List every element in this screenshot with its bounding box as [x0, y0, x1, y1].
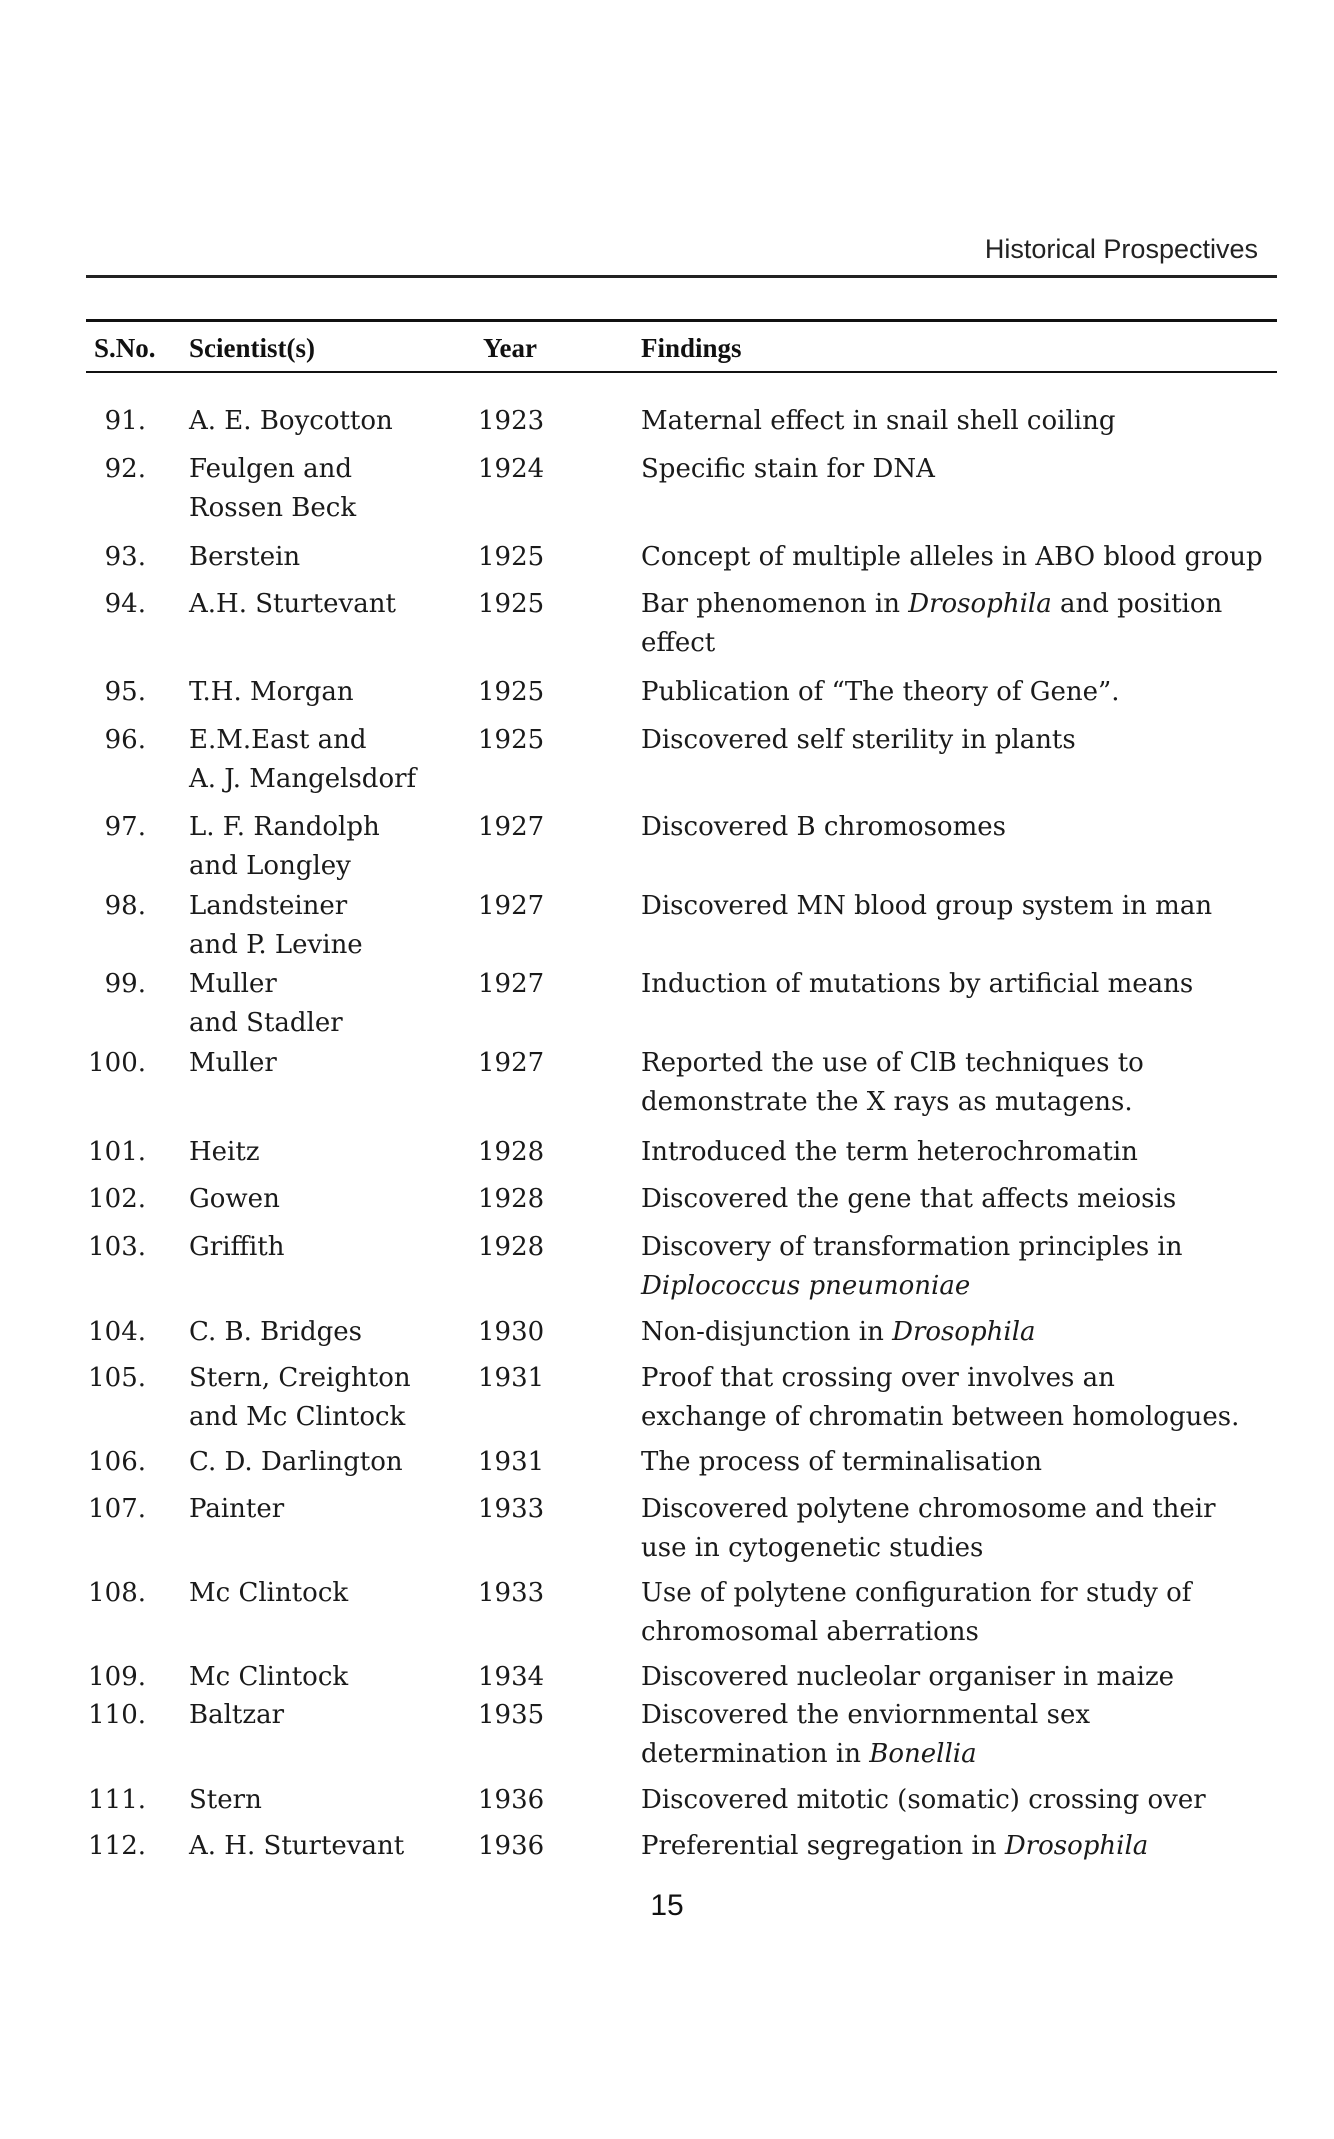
row-scientist: A.H. Sturtevant [189, 589, 396, 619]
row-scientist: Griffith [189, 1232, 285, 1262]
row-year: 1927 [478, 812, 545, 842]
row-serial-number: 95. [104, 677, 146, 707]
row-findings: Bar phenomenon in Drosophila and position effect [641, 589, 1223, 658]
row-year: 1935 [478, 1700, 545, 1730]
row-scientist: T.H. Morgan [189, 677, 354, 707]
row-scientist: E.M.East and A. J. Mangelsdorf [189, 725, 417, 794]
row-serial-number: 93. [104, 542, 146, 572]
row-scientist: Baltzar [189, 1700, 284, 1730]
row-serial-number: 91. [104, 406, 146, 436]
row-scientist: Mc Clintock [189, 1578, 349, 1608]
row-scientist: Stern, Creighton and Mc Clintock [189, 1363, 411, 1432]
row-serial-number: 108. [88, 1578, 146, 1608]
column-header-sno: S.No. [94, 333, 156, 363]
row-scientist: Muller [189, 1048, 277, 1078]
row-scientist: Muller and Stadler [189, 969, 343, 1038]
row-findings: Discovered self sterility in plants [641, 725, 1076, 755]
row-scientist: Painter [189, 1494, 285, 1524]
row-year: 1934 [478, 1662, 545, 1692]
row-serial-number: 107. [88, 1494, 146, 1524]
row-year: 1931 [478, 1447, 545, 1477]
row-year: 1927 [478, 969, 545, 999]
row-serial-number: 92. [104, 454, 146, 484]
row-findings: Discovered the gene that affects meiosis [641, 1184, 1177, 1214]
row-scientist: Mc Clintock [189, 1662, 349, 1692]
row-findings: Discovered B chromosomes [641, 812, 1006, 842]
row-serial-number: 96. [104, 725, 146, 755]
row-year: 1928 [478, 1184, 545, 1214]
row-findings: Discovered the enviornmental sex determination in Bonellia [641, 1700, 1091, 1769]
row-serial-number: 103. [88, 1232, 146, 1262]
row-serial-number: 94. [104, 589, 146, 619]
row-serial-number: 104. [88, 1317, 146, 1347]
row-serial-number: 102. [88, 1184, 146, 1214]
row-findings: Discovered mitotic (somatic) crossing over [641, 1785, 1206, 1815]
row-year: 1936 [478, 1785, 545, 1815]
row-serial-number: 97. [104, 812, 146, 842]
row-scientist: Stern [189, 1785, 262, 1815]
row-serial-number: 101. [88, 1137, 146, 1167]
column-header-findings: Findings [641, 333, 742, 363]
row-scientist: Landsteiner and P. Levine [189, 891, 363, 960]
row-year: 1928 [478, 1137, 545, 1167]
row-year: 1930 [478, 1317, 545, 1347]
row-findings: The process of terminalisation [641, 1447, 1043, 1477]
row-year: 1927 [478, 891, 545, 921]
row-serial-number: 110. [88, 1700, 146, 1730]
row-serial-number: 111. [88, 1785, 146, 1815]
row-year: 1928 [478, 1232, 545, 1262]
row-scientist: L. F. Randolph and Longley [189, 812, 380, 881]
page-number: 15 [650, 1889, 684, 1922]
row-year: 1925 [478, 725, 545, 755]
row-findings: Maternal effect in snail shell coiling [641, 406, 1116, 436]
row-year: 1936 [478, 1831, 545, 1861]
row-serial-number: 109. [88, 1662, 146, 1692]
row-findings: Specific stain for DNA [641, 454, 935, 484]
row-year: 1933 [478, 1578, 545, 1608]
row-serial-number: 99. [104, 969, 146, 999]
row-serial-number: 112. [88, 1831, 146, 1861]
column-header-year: Year [483, 333, 537, 363]
row-findings: Introduced the term heterochromatin [641, 1137, 1138, 1167]
row-findings: Use of polytene configuration for study of chromosomal aberrations [641, 1578, 1192, 1647]
column-header-scientist: Scientist(s) [189, 333, 315, 363]
row-scientist: C. B. Bridges [189, 1317, 362, 1347]
row-findings: Non-disjunction in Drosophila [641, 1317, 1036, 1347]
running-head: Historical Prospectives [984, 234, 1258, 264]
row-findings: Reported the use of ClB techniques to demonstrate the X rays as mutagens. [641, 1048, 1144, 1117]
row-serial-number: 100. [88, 1048, 146, 1078]
row-year: 1923 [478, 406, 545, 436]
row-year: 1924 [478, 454, 545, 484]
row-serial-number: 98. [104, 891, 146, 921]
row-year: 1927 [478, 1048, 545, 1078]
row-serial-number: 105. [88, 1363, 146, 1393]
row-findings: Discovered polytene chromosome and their use in cytogenetic studies [641, 1494, 1216, 1563]
row-scientist: Heitz [189, 1137, 260, 1167]
row-scientist: Feulgen and Rossen Beck [189, 454, 357, 523]
row-findings: Preferential segregation in Drosophila [641, 1831, 1149, 1861]
row-findings: Concept of multiple alleles in ABO blood group [641, 542, 1263, 572]
row-findings: Discovered nucleolar organiser in maize [641, 1662, 1175, 1692]
row-findings: Publication of “The theory of Gene”. [641, 677, 1120, 707]
row-scientist: A. H. Sturtevant [189, 1831, 405, 1861]
row-scientist: Gowen [189, 1184, 280, 1214]
row-year: 1925 [478, 542, 545, 572]
row-year: 1931 [478, 1363, 545, 1393]
row-findings: Induction of mutations by artificial means [641, 969, 1194, 999]
row-scientist: Berstein [189, 542, 301, 572]
row-scientist: C. D. Darlington [189, 1447, 403, 1477]
row-scientist: A. E. Boycotton [189, 406, 393, 436]
row-findings: Discovered MN blood group system in man [641, 891, 1213, 921]
row-findings: Discovery of transformation principles in Diplococcus pneumoniae [641, 1232, 1183, 1301]
row-year: 1925 [478, 677, 545, 707]
row-serial-number: 106. [88, 1447, 146, 1477]
row-year: 1925 [478, 589, 545, 619]
row-year: 1933 [478, 1494, 545, 1524]
row-findings: Proof that crossing over involves an exchange of chromatin between homologues. [641, 1363, 1240, 1432]
